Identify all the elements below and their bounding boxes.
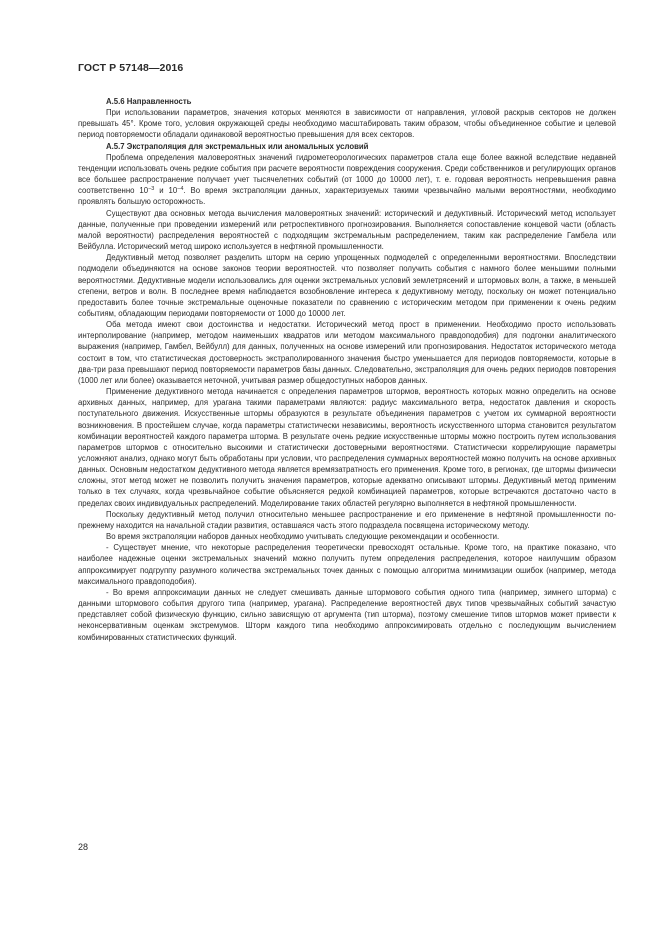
paragraph: Дедуктивный метод позволяет разделить шторм на серию упрощенных подмоделей с определенными вероятностями. Впоследствии подмодели объединяются на основе законов теории вероятностей. что позволяет получить события с намного более меньшими полными вероятностями. Дедуктивные модели использовались для оценки экстремальных условий землетрясений и штормовых волн, а также, в меньшей степени, ветров и волн. В последнее время наблюдается возобновление интереса к дедуктивному методу, поскольку он может потенциально предоставить более точные экстремальные оценочные показатели по сравнению с историческим методом при применении к очень редким событиям, обладающим периодами повторяемости от 1000 до 10000 лет.: [78, 253, 616, 318]
paragraph: Поскольку дедуктивный метод получил относительно меньшее распространение и его применение в нефтяной промышленности по-прежнему находится на начальной стадии развития, оставшаяся часть этого подраздела посвящена историческому методу.: [78, 509, 616, 530]
document-body: [78, 96, 616, 643]
list-item: - Во время аппроксимации данных не следует смешивать данные штормового события одного типа (например, зимнего шторма) с данными штормового события другого типа (например, урагана). Распределение вероятностей двух типов чрезвычайных событий зачастую представляет собой физическую функцию, сильно зависящую от аргумента (тип шторма), поэтому смешение типов штормов может привести к неконсервативным оценкам экстремумов. Шторм каждого типа необходимо аппроксимировать отдельно с последующим вычислением комбинированных статистических функций.: [78, 587, 616, 642]
paragraph: Существуют два основных метода вычисления маловероятных значений: исторический и дедуктивный. Исторический метод использует данные, полученные при проведении измерений или ретроспективного прогнозирования. Выполняется сопоставление концевой части (область малой вероятности) распределения вероятностей с подходящим экстремальным распределением, таким как распределение Гамбела или Вейбулла. Исторический метод широко используется в нефтяной промышленности.: [78, 208, 616, 252]
section-heading-a57: А.5.7 Экстраполяция для экстремальных или аномальных условий: [106, 141, 369, 151]
paragraph: Применение дедуктивного метода начинается с определения параметров штормов, вероятность которых можно определить на основе архивных данных, например, для урагана такими параметрами являются: радиус максимального ветра, недостаток давления и скорость поступательного движения. Искусственные штормы образуются в результате объединения параметров с учетом их суммарной вероятности возникновения. В простейшем случае, когда параметры статистически независимы, вероятность искусственного шторма становится результатом комбинации вероятностей каждого параметра шторма. В результате очень редкие искусственные штормы можно построить путем использования параметров штормов с относительно высокими и статистически достоверными вероятностями. Статистически коррелирующие параметры усложняют анализ, однако могут быть обработаны при условии, что распределения суммарных вероятностей можно получить на основе архивных данных. Основным недостатком дедуктивного метода является времязатратность его применения. Кроме того, в регионах, где штормы физически сложны, этот метод может не позволить получить значения параметров, которые адекватно описывают штормы. Дедуктивный метод применим только в тех случаях, когда чрезвычайное событие объясняется редкой комбинацией параметров, которые встречаются достаточно часто в пределах своих индивидуальных распределений. Моделирование таких областей регулярно выполняется в нефтяной промышленности.: [78, 387, 616, 508]
paragraph-text: Проблема определения маловероятных значений гидрометеорологических параметров стала еще более важной вследствие недавней тенденции использовать очень редкие события при расчете вероятности повреждения сооружения. Среди собственников и регулирующих органов все большее распространение получает учет тысячелетних событий (от 1000 до 10000 лет), т. е. годовая вероятность непревышения равна соответственно 10: [78, 152, 616, 196]
list-item: - Существует мнение, что некоторые распределения теоретически превосходят остальные. Кроме того, на практике показано, что наиболее надежные оценки экстремальных значений можно получить путем определения распределения, которое наилучшим образом аппроксимирует подгруппу разумного количества экстремальных точек данных с помощью алгоритма минимизации ошибок (например, метода максимального правдоподобия).: [78, 543, 616, 586]
section-heading-a56: А.5.6 Направленность: [106, 97, 192, 106]
paragraph: Оба метода имеют свои достоинства и недостатки. Исторический метод прост в применении. Необходимо просто использовать интерполирование (например, методом наименьших квадратов или методом максимального правдоподобия) для подгонки аналитического выражения (например, Гамбел, Вейбулл) для данных, полученных на основе измерений или прогнозирования. Недостаток исторического метода состоит в том, что статистическая достоверность экстраполированного значения быстро уменьшается для периодов повторяемости, которые в два-три раза превышают период повторяемости параметров базы данных. Следовательно, экстраполяция для очень редких периодов повторения (1000 лет или более) оказывается неточной, учитывая размер общедоступных наборов данных.: [78, 320, 616, 385]
document-header: ГОСТ Р 57148—2016: [78, 62, 184, 74]
paragraph-text: и 10: [154, 186, 178, 196]
paragraph: [78, 152, 616, 208]
paragraph-text: . Во время экстраполяции данных, характеризуемых такими чрезвычайно малыми вероятностями, необходимо проявлять большую осторожность.: [78, 186, 616, 207]
paragraph: При использовании параметров, значения которых меняются в зависимости от направления, угловой раскрыв секторов не должен превышать 45°. Кроме того, условия окружающей среды необходимо масштабировать таким образом, чтобы объединенное событие и целевой период повторяемости обладали одинаковой вероятностью превышения для всех секторов.: [78, 108, 616, 140]
exponent: −4: [177, 186, 184, 193]
page-number: 28: [78, 842, 89, 852]
exponent: −3: [148, 186, 155, 193]
paragraph: Во время экстраполяции наборов данных необходимо учитывать следующие рекомендации и особенности.: [106, 532, 500, 542]
